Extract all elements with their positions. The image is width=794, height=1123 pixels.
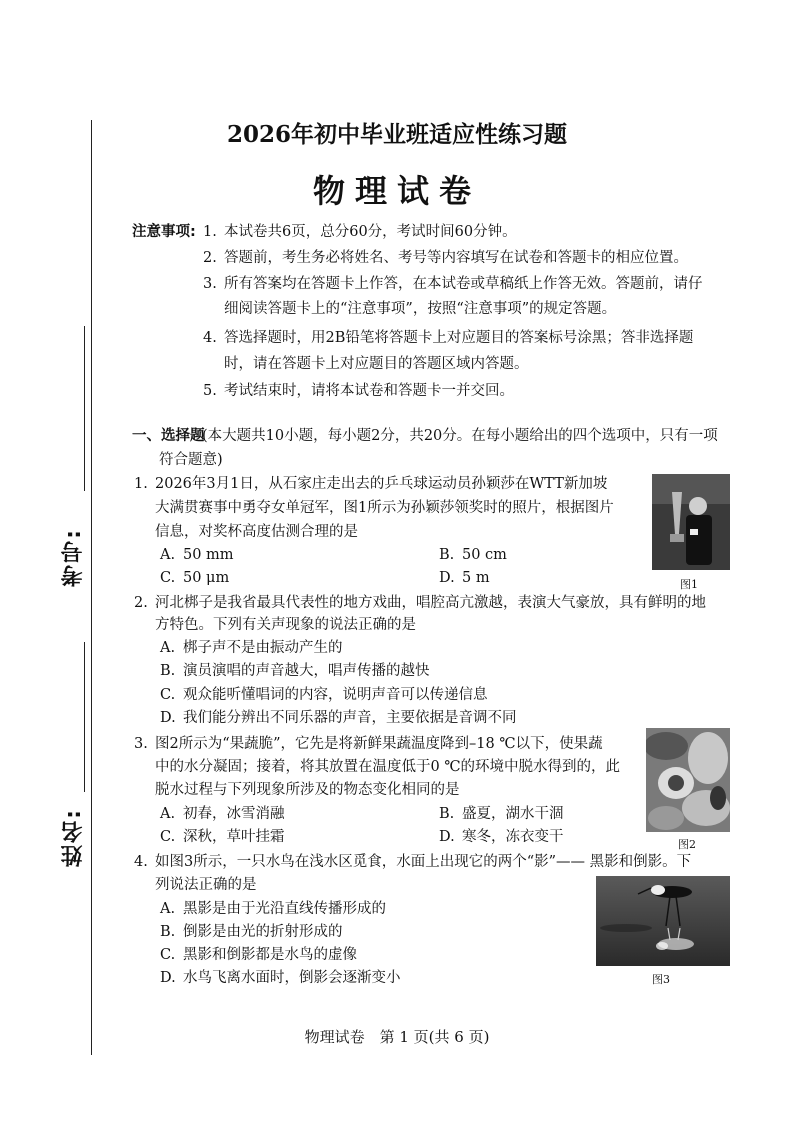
q4-option-b: 倒影是由光的折射形成的 bbox=[183, 924, 343, 940]
q2-option-a-label: A. bbox=[160, 640, 176, 656]
notice-text-4a: 答选择题时，用2B铅笔将答题卡上对应题目的答案标号涂黑；答非选择题 bbox=[224, 330, 694, 346]
q1-option-a-label: A. bbox=[160, 547, 176, 563]
q2-option-b-label: B. bbox=[160, 663, 176, 679]
name-blank[interactable] bbox=[84, 642, 85, 792]
notice-text-5: 考试结束时，请将本试卷和答题卡一并交回。 bbox=[224, 383, 514, 399]
q1-option-b-label: B. bbox=[439, 547, 455, 563]
notice-num-1: 1. bbox=[203, 224, 217, 240]
q4-option-c-label: C. bbox=[160, 947, 176, 963]
q1-text-2: 大满贯赛事中勇夺女单冠军，图1所示为孙颖莎领奖时的照片，根据图片 bbox=[155, 500, 614, 516]
section-desc-1: (本大题共10小题，每小题2分，共20分。在每小题给出的四个选项中，只有一项 bbox=[202, 428, 718, 444]
notice-text-1: 本试卷共6页，总分60分，考试时间60分钟。 bbox=[224, 224, 517, 240]
q3-number: 3. bbox=[134, 736, 148, 752]
q1-text-1: 2026年3月1日，从石家庄走出去的乒乓球运动员孙颖莎在WTT新加坡 bbox=[155, 476, 608, 492]
figure-2-photo bbox=[646, 728, 730, 832]
q2-option-d-label: D. bbox=[160, 710, 176, 726]
q3-text-1: 图2所示为“果蔬脆”，它先是将新鲜果蔬温度降到–18 ℃以下，使果蔬 bbox=[155, 736, 603, 752]
figure-3-photo bbox=[596, 876, 730, 966]
q3-option-c: 深秋，草叶挂霜 bbox=[183, 829, 285, 845]
binding-line bbox=[91, 120, 92, 1055]
notice-label: 注意事项: bbox=[132, 224, 196, 240]
name-label: 姓名: bbox=[61, 808, 86, 867]
q4-option-d: 水鸟飞离水面时，倒影会逐渐变小 bbox=[183, 970, 401, 986]
q3-text-3: 脱水过程与下列现象所涉及的物态变化相同的是 bbox=[155, 782, 460, 798]
section-title: 一、选择题 bbox=[132, 428, 205, 444]
subject-title: 物理试卷 bbox=[312, 172, 481, 210]
q3-option-a-label: A. bbox=[160, 806, 176, 822]
q2-text-1: 河北梆子是我省最具代表性的地方戏曲，唱腔高亢激越，表演大气豪放，具有鲜明的地 bbox=[155, 595, 706, 611]
q1-option-a: 50 mm bbox=[183, 547, 234, 563]
notice-text-2: 答题前，考生务必将姓名、考号等内容填写在试卷和答题卡的相应位置。 bbox=[224, 250, 688, 266]
q1-text-3: 信息，对奖杯高度估测合理的是 bbox=[155, 524, 358, 540]
q2-text-2: 方特色。下列有关声现象的说法正确的是 bbox=[155, 617, 416, 633]
q4-number: 4. bbox=[134, 854, 148, 870]
q4-option-b-label: B. bbox=[160, 924, 176, 940]
notice-text-4b: 时，请在答题卡上对应题目的答题区域内答题。 bbox=[224, 356, 529, 372]
q3-option-b-label: B. bbox=[439, 806, 455, 822]
q4-option-d-label: D. bbox=[160, 970, 176, 986]
q2-option-b: 演员演唱的声音越大，唱声传播的越快 bbox=[183, 663, 430, 679]
figure-2-caption: 图2 bbox=[678, 838, 696, 851]
q1-option-c-label: C. bbox=[160, 570, 176, 586]
exam-number-blank[interactable] bbox=[84, 326, 85, 491]
q2-option-d: 我们能分辨出不同乐器的声音，主要依据是音调不同 bbox=[183, 710, 517, 726]
q3-option-c-label: C. bbox=[160, 829, 176, 845]
q2-option-c: 观众能听懂唱词的内容，说明声音可以传递信息 bbox=[183, 687, 488, 703]
notice-num-5: 5. bbox=[203, 383, 217, 399]
q4-text-1: 如图3所示，一只水鸟在浅水区觅食，水面上出现它的两个“影”—— 黑影和倒影。下 bbox=[155, 854, 692, 870]
q4-option-c: 黑影和倒影都是水鸟的虚像 bbox=[183, 947, 357, 963]
figure-3-caption: 图3 bbox=[652, 973, 670, 986]
notice-text-3a: 所有答案均在答题卡上作答，在本试卷或草稿纸上作答无效。答题前，请仔 bbox=[224, 276, 703, 292]
q4-option-a-label: A. bbox=[160, 901, 176, 917]
q3-text-2: 中的水分凝固；接着，将其放置在温度低于0 ℃的环境中脱水得到的，此 bbox=[155, 759, 621, 775]
q2-option-c-label: C. bbox=[160, 687, 176, 703]
q1-option-d-label: D. bbox=[439, 570, 455, 586]
q3-option-a: 初春，冰雪消融 bbox=[183, 806, 285, 822]
q4-text-2: 列说法正确的是 bbox=[155, 877, 257, 893]
figure-1-photo bbox=[652, 474, 730, 570]
notice-num-4: 4. bbox=[203, 330, 217, 346]
q1-number: 1. bbox=[134, 476, 148, 492]
exam-title: 2026年初中毕业班适应性练习题 bbox=[226, 121, 567, 148]
notice-num-2: 2. bbox=[203, 250, 217, 266]
q3-option-d-label: D. bbox=[439, 829, 455, 845]
notice-text-3b: 细阅读答题卡上的“注意事项”，按照“注意事项”的规定答题。 bbox=[224, 301, 617, 317]
q4-option-a: 黑影是由于光沿直线传播形成的 bbox=[183, 901, 386, 917]
q3-option-b: 盛夏，湖水干涸 bbox=[462, 806, 564, 822]
q2-option-a: 梆子声不是由振动产生的 bbox=[183, 640, 343, 656]
page-footer: 物理试卷 第 1 页(共 6 页) bbox=[304, 1028, 490, 1046]
q1-option-d: 5 m bbox=[462, 570, 490, 586]
q1-option-b: 50 cm bbox=[462, 547, 507, 563]
section-desc-2: 符合题意) bbox=[159, 452, 223, 468]
exam-number-label: 考号: bbox=[61, 528, 86, 587]
figure-1-caption: 图1 bbox=[680, 578, 698, 591]
q2-number: 2. bbox=[134, 595, 148, 611]
q1-option-c: 50 μm bbox=[183, 570, 230, 586]
q3-option-d: 寒冬，冻衣变干 bbox=[462, 829, 564, 845]
notice-num-3: 3. bbox=[203, 276, 217, 292]
